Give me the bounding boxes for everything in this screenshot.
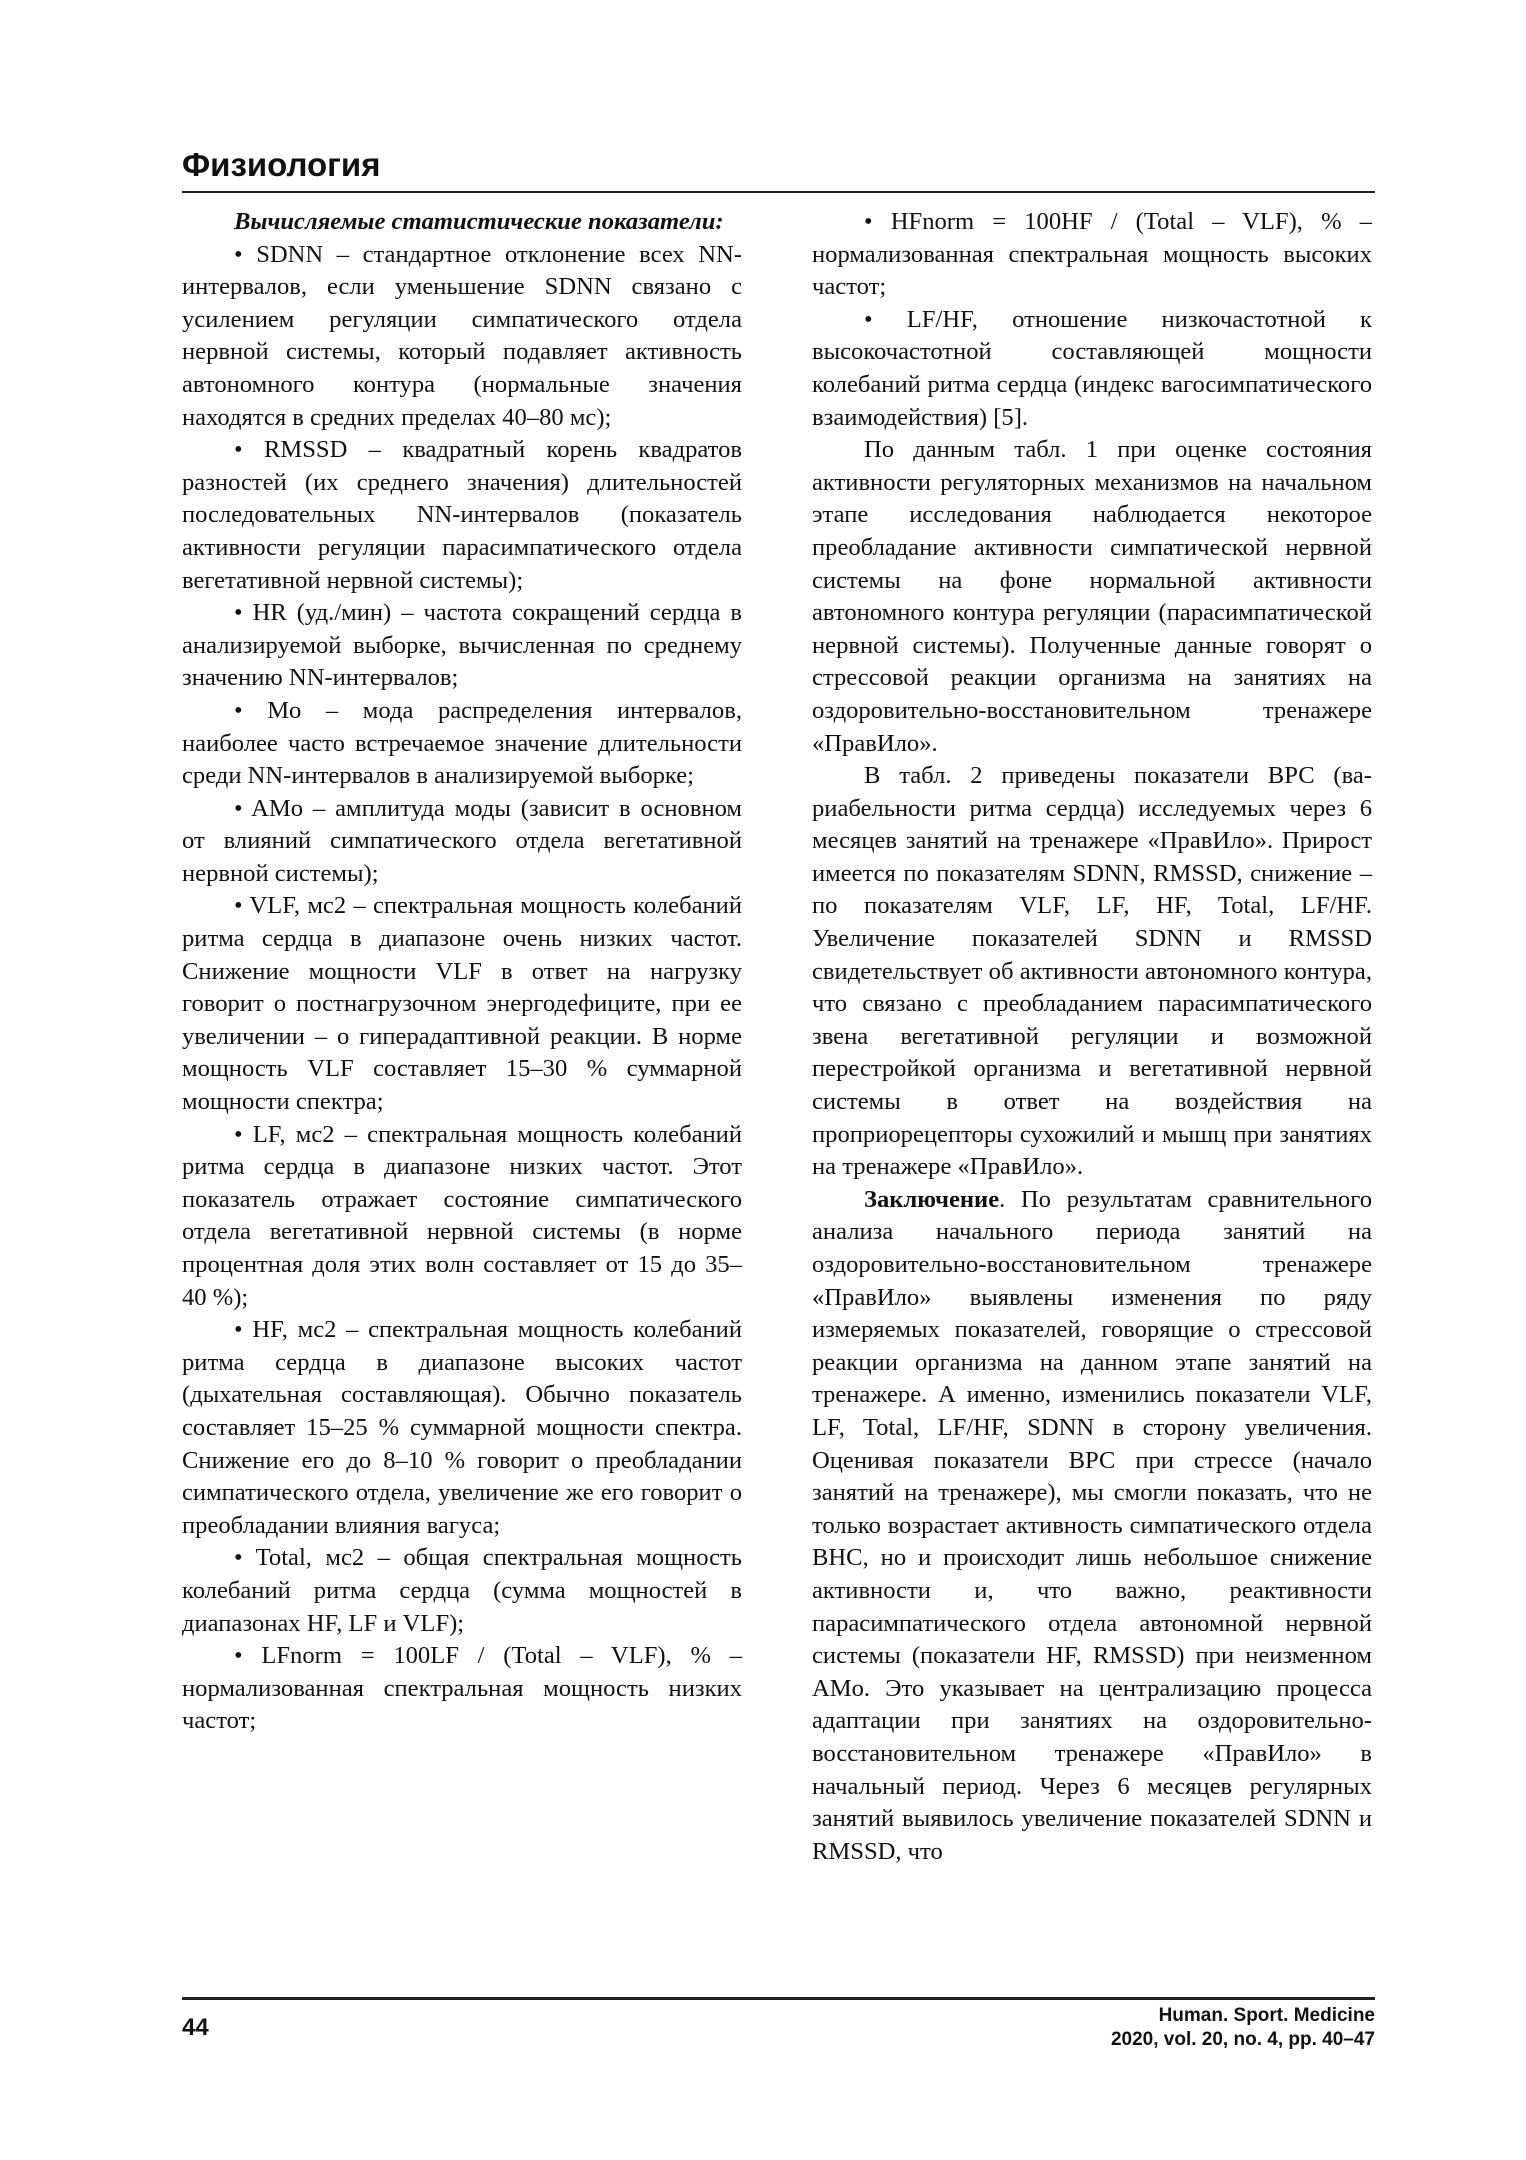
conclusion-lead: Заключение [864, 1185, 1000, 1213]
page-number: 44 [182, 2014, 209, 2041]
body-paragraph: В табл. 2 приведены показатели ВРС (вариабельности ритма сердца) исследуемых через 6 месяцев занятий на тренажере «ПравИло». Прирост имеется по показателям SDNN, RMSSD, снижение – по показателям VLF, LF, HF, Total, LF/HF. Увеличение показателей SDNN и RMSSD свидетельствует об активности автономного контура, что связано с преобладанием парасимпатического звена вегетативной регуляции и возможной перестройкой организма и вегетативной нервной системы в ответ на воздействия на проприорецепторы сухожилий и мышц при занятиях на тренажере «ПравИло». [812, 762, 1372, 1181]
bullet-item-hf: • HF, мс2 – спектральная мощность колебаний ритма сердца в диапазоне высоких частот (дыхательная составляющая). Обычно показатель составляет 15–25 % суммарной мощности спектра. Снижение его до 8–10 % говорит о преобладании симпатического отдела, увеличение же его говорит о преобладании влияния вагуса; [182, 1314, 742, 1542]
bullet-item-mo: • Mo – мода распределения интервалов, наиболее часто встречаемое значение длительности среди NN-интервалов в анализируемой выборке; [182, 695, 742, 793]
conclusion-paragraph [812, 1184, 1372, 1868]
bullet-item-total: • Total, мс2 – общая спектральная мощность колебаний ритма сердца (сумма мощностей в диапазонах HF, LF и VLF); [182, 1542, 742, 1640]
section-title: Физиология [182, 146, 381, 183]
right-column [812, 206, 1372, 1868]
bullet-item-rmssd: • RMSSD – квадратный корень квадратов разностей (их среднего значения) длительностей последовательных NN-интервалов (показатель активности регуляции парасимпатического отдела вегетативной нервной системы); [182, 434, 742, 597]
footer-rule [182, 1997, 1375, 2000]
subheading: Вычисляемые статистические показатели: [234, 208, 724, 235]
bullet-item-sdnn: • SDNN – стандартное отклонение всех NN-интервалов, если уменьшение SDNN связано с усилением регуляции симпатического отдела нервной системы, который подавляет активность автономного контура (нормальные значения находятся в средних пределах 40–80 мс); [182, 239, 742, 435]
bullet-item-lf: • LF, мс2 – спектральная мощность колебаний ритма сердца в диапазоне низких частот. Этот показатель отражает состояние симпатического отдела вегетативной нервной системы (в норме процентная доля этих волн составляет от 15 до 35–40 %); [182, 1119, 742, 1315]
bullet-item-lf-hf: • LF/HF, отношение низкочастотной к высокочастотной составляющей мощности колебаний ритма сердца (индекс вагосимпатического взаимодействия) [5]. [812, 304, 1372, 434]
conclusion-text: . По результатам сравнительного анализа начального периода занятий на оздоровительно-восстановительном тренажере «ПравИло» выявлены изменения по ряду измеряемых показателей, говорящие о стрессовой реакции организма на данном этапе занятий на тренажере. А именно, изменились показатели VLF, LF, Total, LF/HF, SDNN в сторону увеличения. Оценивая показатели ВРС при стрессе (начало занятий на тренажере), мы смогли показать, что не только возрастает активность симпатического отдела ВНС, но и происходит лишь небольшое снижение активности и, что важно, реактивности парасимпатического отдела автономной нервной системы (показатели HF, RMSSD) при неизменном AMo. Это указывает на централизацию процесса адаптации при занятиях на оздоровительно-восстановительном тренажере «ПравИло» в начальный период. Через 6 месяцев регулярных занятий выявилось увеличение показателей SDNN и RMSSD, что [812, 1185, 1372, 1865]
header-rule [182, 191, 1375, 193]
journal-volume: 2020, vol. 20, no. 4, pp. 40–47 [1110, 2029, 1375, 2050]
left-column [182, 206, 742, 1738]
journal-citation [1111, 2004, 1375, 2052]
subheading-paragraph [182, 206, 742, 239]
bullet-item-hr: • HR (уд./мин) – частота сокращений сердца в анализируемой выборке, вычисленная по среднему значению NN-интервалов; [182, 597, 742, 695]
journal-name: Human. Sport. Medicine [1158, 2005, 1375, 2026]
bullet-item-hfnorm: • HFnorm = 100HF / (Total – VLF), % – нормализованная спектральная мощность высоких частот; [812, 206, 1372, 304]
bullet-item-vlf: • VLF, мс2 – спектральная мощность колебаний ритма сердца в диапазоне очень низких частот. Снижение мощности VLF в ответ на нагрузку говорит о постнагрузочном энергодефиците, при ее увеличении – о гиперадаптивной реакции. В норме мощность VLF составляет 15–30 % суммарной мощности спектра; [182, 890, 742, 1118]
body-paragraph: По данным табл. 1 при оценке состояния активности регуляторных механизмов на начальном этапе исследования наблюдается некоторое преобладание активности симпатической нервной системы на фоне нормальной активности автономного контура регуляции (парасимпатической нервной системы). Полученные данные говорят о стрессовой реакции организма на занятиях на оздоровительно-восстановительном тренажере «ПравИло». [812, 436, 1372, 757]
bullet-item-amo: • AMo – амплитуда моды (зависит в основном от влияний симпатического отдела вегетативной нервной системы); [182, 793, 742, 891]
bullet-item-lfnorm: • LFnorm = 100LF / (Total – VLF), % – нормализованная спектральная мощность низких частот; [182, 1640, 742, 1738]
